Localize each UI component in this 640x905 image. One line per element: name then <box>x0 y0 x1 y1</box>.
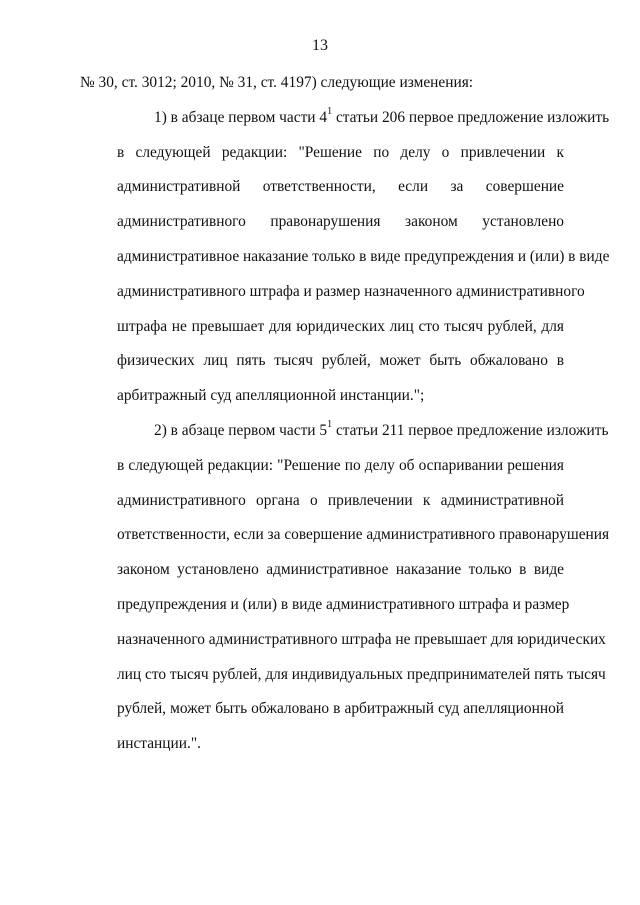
item-1-superscript: 1 <box>327 105 333 117</box>
intro-paragraph <box>80 66 564 101</box>
item-1-line: штрафа не превышает для юридических лиц сто тысяч рублей, для <box>117 317 564 335</box>
item-2-first-line-start: 2) в абзаце первом части 5 <box>154 421 328 439</box>
item-1-first-line-end: статьи 206 первое предложение изложить <box>332 108 610 126</box>
item-1-line: административной ответственности, если за совершение <box>117 178 564 196</box>
amendment-item-2 <box>80 414 610 762</box>
item-2-line: назначенного административного штрафа не превышает для юридических <box>117 630 606 648</box>
item-1-line: административного правонарушения законом установлено <box>117 213 564 231</box>
item-2-line: лиц сто тысяч рублей, для индивидуальных предпринимателей пять тысяч <box>117 665 606 683</box>
item-1-first-line-start: 1) в абзаце первом части 4 <box>154 108 328 126</box>
item-2-superscript: 1 <box>327 418 333 430</box>
page-number: 13 <box>312 37 328 54</box>
item-1-last-line: арбитражный суд апелляционной инстанции."; <box>117 387 425 405</box>
item-2-line: предупреждения и (или) в виде административного штрафа и размер <box>117 595 570 613</box>
item-2-line: ответственности, если за совершение административного правонарушения <box>117 526 610 544</box>
item-1-first-line <box>80 101 610 136</box>
item-2-line: в следующей редакции: "Решение по делу об оспаривании решения <box>117 456 564 474</box>
item-1-line: в следующей редакции: "Решение по делу о привлечении к <box>117 143 564 161</box>
item-2-line: рублей, может быть обжаловано в арбитражный суд апелляционной <box>117 700 564 718</box>
item-2-line: законом установлено административное наказание только в виде <box>117 561 564 579</box>
item-1-line: административного штрафа и размер назначенного административного <box>117 282 585 300</box>
item-1-line: физических лиц пять тысяч рублей, может быть обжаловано в <box>117 352 564 370</box>
item-2-last-line: инстанции.". <box>117 735 201 753</box>
item-1-line: административное наказание только в виде предупреждения и (или) в виде <box>117 247 610 265</box>
intro-line: № 30, ст. 3012; 2010, № 31, ст. 4197) следующие изменения: <box>80 74 474 91</box>
item-2-first-line-end: статьи 211 первое предложение изложить <box>332 421 609 439</box>
item-2-line: административного органа о привлечении к административной <box>117 491 564 509</box>
amendment-item-1 <box>80 101 610 414</box>
item-2-first-line <box>80 414 609 449</box>
document-body <box>80 66 610 762</box>
